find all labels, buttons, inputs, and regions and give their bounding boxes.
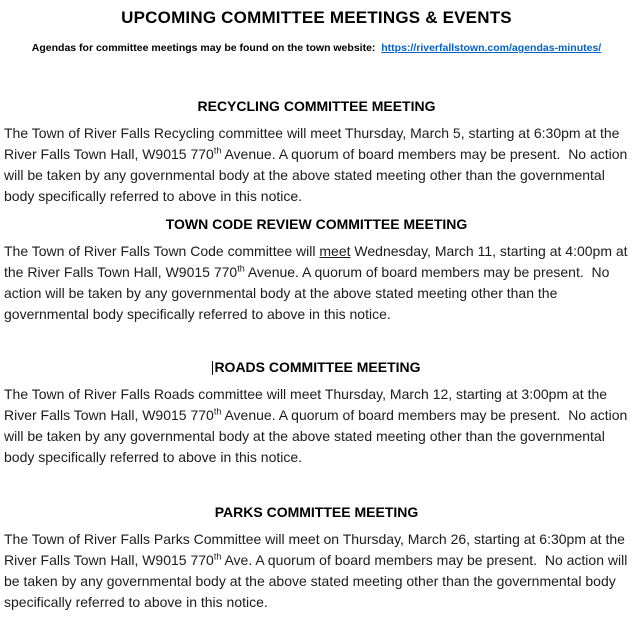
section-heading-town-code: TOWN CODE REVIEW COMMITTEE MEETING [165,216,468,232]
section-body-town-code [4,241,632,325]
ordinal-superscript: th [213,551,222,562]
section-heading-parks: PARKS COMMITTEE MEETING [214,504,419,520]
section-town-code [4,216,632,325]
body-text: The Town of River Falls Recycling committee will meet Thursday, March 5, starting at 6:30pm at the River Falls Town Hall, W9015 770 [4,125,624,162]
section-body-parks [4,529,632,613]
body-text: The Town of River Falls Parks Committee will meet on Thursday, March 26, starting at 6:30pm at the River Falls Town Hall, W9015 770 [4,531,629,568]
ordinal-superscript: th [213,406,222,417]
body-text: Avenue. A quorum of board members may be present. No action will be taken by any governmental body at the above stated meeting other than the governmental body specifically referred to above in this notice. [4,264,614,322]
section-heading-roads [4,359,629,375]
body-text: Wednesday, March 11, starting at 4:00pm at the River Falls Town Hall, W9015 770 [4,243,632,280]
section-body-recycling [4,123,632,207]
section-roads [4,359,632,468]
section-parks [4,504,632,613]
body-text: Avenue. A quorum of board members may be present. No action will be taken by any governmental body at the above stated meeting other than the governmental body specifically referred to above in this notice. [4,407,632,465]
ordinal-superscript: th [213,145,222,156]
section-recycling [4,98,632,207]
underlined-text: meet [319,243,351,259]
document-title: UPCOMING COMMITTEE MEETINGS & EVENTS [121,8,512,27]
agenda-note-text: Agendas for committee meetings may be found on the town website: [31,42,382,54]
section-heading-recycling: RECYCLING COMMITTEE MEETING [197,98,436,114]
agenda-note [4,42,629,54]
section-heading-roads-text: ROADS COMMITTEE MEETING [214,359,421,375]
ordinal-superscript: th [237,263,245,274]
body-text: Ave. A quorum of board members may be present. No action will be taken by any governmental body at the above stated meeting other than the governmental body specifically referred to above in this notice. [4,552,632,610]
body-text: The Town of River Falls Roads committee will meet Thursday, March 12, starting at 3:00pm at the River Falls Town Hall, W9015 770 [4,386,611,423]
section-body-roads [4,384,632,468]
agendas-link[interactable]: https://riverfallstown.com/agendas-minutes/ [381,42,602,54]
body-text: Avenue. A quorum of board members may be present. No action will be taken by any governmental body at the above stated meeting other than the governmental body specifically referred to above in this notice. [4,146,632,204]
body-text: The Town of River Falls Town Code committee will [4,243,320,259]
